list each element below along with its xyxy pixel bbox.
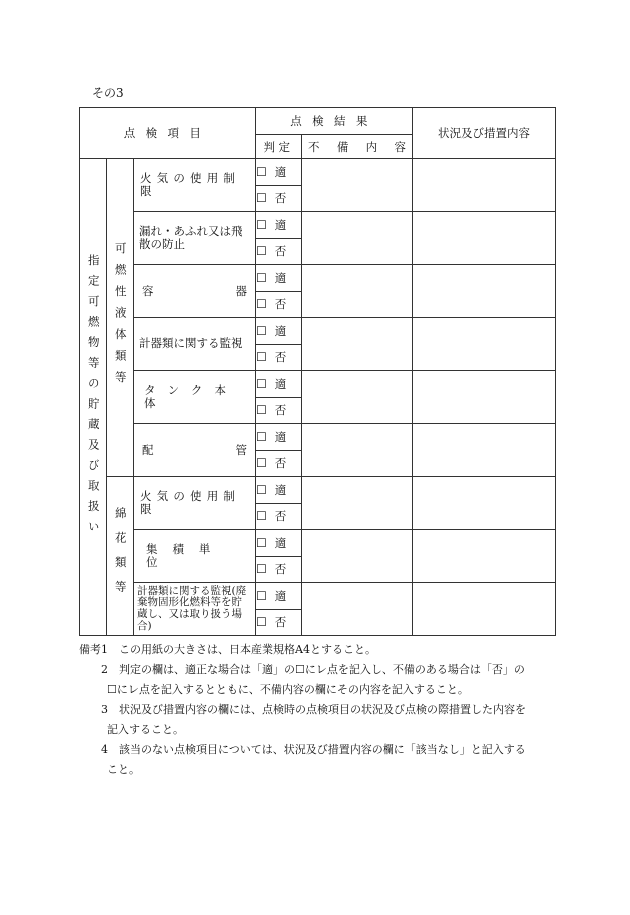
item-2: 漏れ・あふれ又は飛散の防止: [134, 212, 256, 265]
note-2-continuation: ☐にレ点を記入するとともに、不備内容の欄にその内容を記入すること。: [107, 683, 469, 696]
judge-ok-2[interactable]: ☐ 適: [256, 212, 302, 239]
note-4-number: 4: [101, 743, 108, 756]
header-results: 点検結果: [256, 108, 413, 135]
defect-cell-9[interactable]: [302, 583, 413, 636]
checkbox-icon[interactable]: ☐: [256, 456, 267, 471]
note-3: [79, 700, 559, 740]
defect-cell-5[interactable]: [302, 371, 413, 424]
checkbox-icon[interactable]: ☐: [256, 323, 267, 338]
checkbox-icon[interactable]: ☐: [256, 562, 267, 577]
status-cell-4[interactable]: [413, 318, 556, 371]
judge-ng-2[interactable]: ☐ 否: [256, 238, 302, 265]
judge-ok-5[interactable]: ☐ 適: [256, 371, 302, 398]
sub-category-2-label: 綿花類等: [113, 507, 128, 605]
judge-ok-4[interactable]: ☐ 適: [256, 318, 302, 345]
item-1: 火気の使用制限: [134, 159, 256, 212]
checkbox-icon[interactable]: ☐: [256, 350, 267, 365]
defect-cell-1[interactable]: [302, 159, 413, 212]
status-cell-3[interactable]: [413, 265, 556, 318]
checkbox-icon[interactable]: ☐: [256, 244, 267, 259]
header-status-measures: 状況及び措置内容: [413, 108, 556, 159]
defect-cell-8[interactable]: [302, 530, 413, 583]
checkbox-icon[interactable]: ☐: [256, 297, 267, 312]
status-cell-5[interactable]: [413, 371, 556, 424]
note-2-number: 2: [101, 663, 108, 676]
defect-cell-2[interactable]: [302, 212, 413, 265]
checkbox-icon[interactable]: ☐: [256, 191, 267, 206]
main-category-cell: [80, 159, 107, 636]
status-cell-6[interactable]: [413, 424, 556, 477]
judge-ok-3[interactable]: ☐ 適: [256, 265, 302, 292]
item-3: 容 器: [134, 265, 256, 318]
note-1-text: この用紙の大きさは、日本産業規格A4とすること。: [119, 643, 376, 656]
judge-ng-1[interactable]: ☐ 否: [256, 185, 302, 212]
status-cell-9[interactable]: [413, 583, 556, 636]
checkbox-icon[interactable]: ☐: [256, 217, 267, 232]
item-9: 計器類に関する監視(廃棄物固形化燃料等を貯蔵し、又は取り扱う場合): [134, 583, 256, 636]
sub-category-1-label: 可燃性液体類等: [113, 242, 128, 393]
notes: [79, 640, 559, 780]
item-5: タンク本体: [134, 371, 256, 424]
checkbox-icon[interactable]: ☐: [256, 615, 267, 630]
note-3-number: 3: [101, 703, 108, 716]
judge-ok-1[interactable]: ☐ 適: [256, 159, 302, 186]
note-4: [79, 740, 559, 780]
note-2: [79, 660, 559, 700]
status-cell-2[interactable]: [413, 212, 556, 265]
note-4-text: 該当のない点検項目については、状況及び措置内容の欄に「該当なし」と記入する: [119, 743, 526, 756]
status-cell-7[interactable]: [413, 477, 556, 530]
checkbox-icon[interactable]: ☐: [256, 509, 267, 524]
judge-ok-9[interactable]: ☐ 適: [256, 583, 302, 610]
checkbox-icon[interactable]: ☐: [256, 535, 267, 550]
judge-ng-3[interactable]: ☐ 否: [256, 291, 302, 318]
judge-ng-7[interactable]: ☐ 否: [256, 503, 302, 530]
note-3-text: 状況及び措置内容の欄には、点検時の点検項目の状況及び点検の際措置した内容を: [119, 703, 526, 716]
checkbox-icon[interactable]: ☐: [256, 403, 267, 418]
defect-cell-4[interactable]: [302, 318, 413, 371]
item-7: 火気の使用制限: [134, 477, 256, 530]
judge-ng-6[interactable]: ☐ 否: [256, 450, 302, 477]
judge-ng-5[interactable]: ☐ 否: [256, 397, 302, 424]
defect-cell-6[interactable]: [302, 424, 413, 477]
judge-ng-4[interactable]: ☐ 否: [256, 344, 302, 371]
status-cell-8[interactable]: [413, 530, 556, 583]
status-cell-1[interactable]: [413, 159, 556, 212]
note-3-continuation: 記入すること。: [107, 723, 184, 736]
checkbox-icon[interactable]: ☐: [256, 376, 267, 391]
header-inspection-items: 点検項目: [80, 108, 256, 159]
item-4: 計器類に関する監視: [134, 318, 256, 371]
checkbox-icon[interactable]: ☐: [256, 270, 267, 285]
note-4-continuation: こと。: [107, 763, 140, 776]
checkbox-icon[interactable]: ☐: [256, 164, 267, 179]
header-defect-content: 不 備 内 容: [302, 135, 413, 159]
judge-ng-9[interactable]: ☐ 否: [256, 609, 302, 636]
judge-ok-8[interactable]: ☐ 適: [256, 530, 302, 557]
checkbox-icon[interactable]: ☐: [256, 429, 267, 444]
inspection-table: [79, 107, 556, 636]
sub-category-1-cell: [107, 159, 134, 477]
defect-cell-7[interactable]: [302, 477, 413, 530]
item-6: 配 管: [134, 424, 256, 477]
header-judgment: 判定: [256, 135, 302, 159]
checkbox-icon[interactable]: ☐: [256, 588, 267, 603]
judge-ok-6[interactable]: ☐ 適: [256, 424, 302, 451]
note-1: [79, 640, 559, 660]
note-1-number: 備考1: [79, 643, 108, 656]
main-category-label: 指定可燃物等の貯蔵及び取扱い: [86, 253, 101, 541]
item-8: 集積単位: [134, 530, 256, 583]
checkbox-icon[interactable]: ☐: [256, 482, 267, 497]
sub-category-2-cell: [107, 477, 134, 636]
judge-ng-8[interactable]: ☐ 否: [256, 556, 302, 583]
note-2-text: 判定の欄は、適正な場合は「適」の☐にレ点を記入し、不備のある場合は「否」の: [119, 663, 525, 676]
judge-ok-7[interactable]: ☐ 適: [256, 477, 302, 504]
page-label: その3: [92, 86, 124, 100]
defect-cell-3[interactable]: [302, 265, 413, 318]
